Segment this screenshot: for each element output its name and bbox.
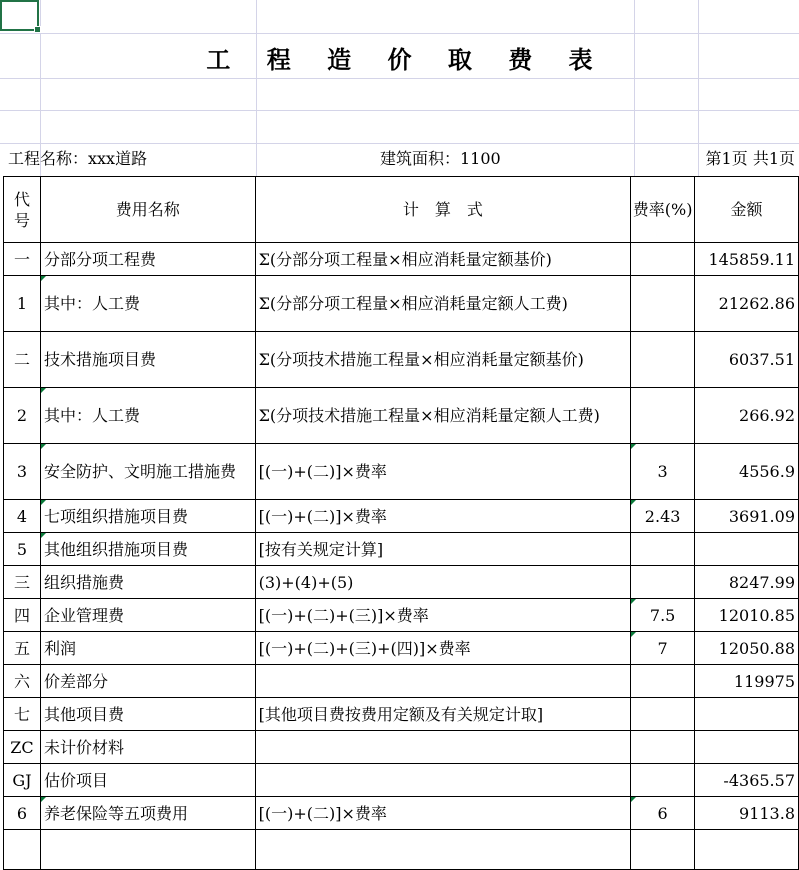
row-rate-cell[interactable] [631,764,695,797]
row-name-cell[interactable]: 利润 [40,632,255,665]
row-rate-cell[interactable] [631,388,695,444]
row-rate-cell[interactable]: 7 [631,632,695,665]
row-formula-cell[interactable]: [按有关规定计算] [255,533,631,566]
row-rate-cell[interactable] [631,566,695,599]
row-amount-cell[interactable] [695,731,799,764]
row-rate-cell[interactable] [631,243,695,276]
table-row [4,632,799,665]
row-name-cell[interactable]: 其中：人工费 [40,388,255,444]
row-code-cell[interactable]: 四 [4,599,41,632]
header-formula[interactable]: 计 算 式 [255,177,631,243]
row-amount-cell[interactable]: 4556.9 [695,444,799,500]
row-name-cell[interactable]: 分部分项工程费 [40,243,255,276]
row-formula-cell[interactable]: Σ(分项技术措施工程量×相应消耗量定额人工费) [255,388,631,444]
gridline-h [0,33,799,34]
row-amount-cell[interactable] [695,830,799,870]
row-amount-cell[interactable]: 8247.99 [695,566,799,599]
table-row [4,444,799,500]
row-amount-cell[interactable]: 266.92 [695,388,799,444]
row-code-cell[interactable] [4,830,41,870]
fee-table [3,176,799,870]
row-name-cell[interactable] [40,830,255,870]
building-area-label: 建筑面积：1100 [380,149,501,168]
table-row [4,533,799,566]
row-rate-cell[interactable]: 6 [631,797,695,830]
row-code-cell[interactable]: 七 [4,698,41,731]
row-name-cell[interactable]: 其他项目费 [40,698,255,731]
row-code-cell[interactable]: 3 [4,444,41,500]
row-code-cell[interactable]: ZC [4,731,41,764]
gridline-v [698,0,699,176]
header-row [4,177,799,243]
row-code-cell[interactable]: 二 [4,332,41,388]
row-code-cell[interactable]: 2 [4,388,41,444]
row-amount-cell[interactable]: 21262.86 [695,276,799,332]
row-amount-cell[interactable]: 12010.85 [695,599,799,632]
table-row [4,500,799,533]
row-name-cell[interactable]: 组织措施费 [40,566,255,599]
row-name-cell[interactable]: 未计价材料 [40,731,255,764]
row-amount-cell[interactable]: 9113.8 [695,797,799,830]
header-code[interactable]: 代号 [4,177,41,243]
row-name-cell[interactable]: 价差部分 [40,665,255,698]
row-rate-cell[interactable] [631,830,695,870]
page-indicator: 第1页 共1页 [705,149,795,168]
table-row [4,830,799,870]
header-fee-name[interactable]: 费用名称 [40,177,255,243]
row-rate-cell[interactable]: 3 [631,444,695,500]
row-code-cell[interactable]: 4 [4,500,41,533]
gridline-h [0,143,799,144]
row-name-cell[interactable]: 安全防护、文明施工措施费 [40,444,255,500]
header-amount[interactable]: 金额 [695,177,799,243]
gridline-v [256,0,257,176]
table-row [4,731,799,764]
row-rate-cell[interactable] [631,276,695,332]
row-rate-cell[interactable]: 7.5 [631,599,695,632]
row-formula-cell[interactable]: [(一)+(二)+(三)+(四)]×费率 [255,632,631,665]
table-row [4,388,799,444]
row-formula-cell[interactable]: [(一)+(二)]×费率 [255,797,631,830]
row-rate-cell[interactable]: 2.43 [631,500,695,533]
table-row [4,698,799,731]
sheet-title: 工 程 造 价 取 费 表 [206,46,607,74]
table-row [4,566,799,599]
row-formula-cell[interactable]: [(一)+(二)]×费率 [255,500,631,533]
row-code-cell[interactable]: 5 [4,533,41,566]
table-row [4,764,799,797]
row-formula-cell[interactable]: Σ(分部分项工程量×相应消耗量定额人工费) [255,276,631,332]
row-name-cell[interactable]: 养老保险等五项费用 [40,797,255,830]
project-name-label: 工程名称：xxx道路 [8,149,148,168]
gridline-h [0,110,799,111]
row-formula-cell[interactable] [255,764,631,797]
row-name-cell[interactable]: 企业管理费 [40,599,255,632]
table-row [4,276,799,332]
fill-handle[interactable] [34,26,41,33]
row-rate-cell[interactable] [631,332,695,388]
row-name-cell[interactable]: 技术措施项目费 [40,332,255,388]
row-formula-cell[interactable] [255,830,631,870]
row-rate-cell[interactable] [631,533,695,566]
row-formula-cell[interactable] [255,665,631,698]
row-formula-cell[interactable]: Σ(分项技术措施工程量×相应消耗量定额基价) [255,332,631,388]
selected-cell-a1[interactable] [0,0,39,31]
row-name-cell[interactable]: 七项组织措施项目费 [40,500,255,533]
table-row [4,332,799,388]
row-amount-cell[interactable]: 145859.11 [695,243,799,276]
row-code-cell[interactable]: 6 [4,797,41,830]
row-amount-cell[interactable] [695,698,799,731]
row-rate-cell[interactable] [631,731,695,764]
row-amount-cell[interactable]: 3691.09 [695,500,799,533]
row-amount-cell[interactable] [695,533,799,566]
gridline-h [0,78,799,79]
row-amount-cell[interactable]: -4365.57 [695,764,799,797]
table-row [4,665,799,698]
row-formula-cell[interactable] [255,731,631,764]
row-rate-cell[interactable] [631,665,695,698]
row-code-cell[interactable]: 六 [4,665,41,698]
row-formula-cell[interactable]: [(一)+(二)]×费率 [255,444,631,500]
row-code-cell[interactable]: 五 [4,632,41,665]
row-formula-cell[interactable]: Σ(分部分项工程量×相应消耗量定额基价) [255,243,631,276]
row-amount-cell[interactable]: 12050.88 [695,632,799,665]
row-code-cell[interactable]: 1 [4,276,41,332]
row-amount-cell[interactable]: 6037.51 [695,332,799,388]
table-row [4,243,799,276]
row-formula-cell[interactable]: [(一)+(二)+(三)]×费率 [255,599,631,632]
row-formula-cell[interactable]: (3)+(4)+(5) [255,566,631,599]
row-name-cell[interactable]: 估价项目 [40,764,255,797]
header-rate[interactable]: 费率(%) [631,177,695,243]
row-code-cell[interactable]: GJ [4,764,41,797]
row-rate-cell[interactable] [631,698,695,731]
row-code-cell[interactable]: 一 [4,243,41,276]
gridline-v [634,0,635,176]
row-name-cell[interactable]: 其他组织措施项目费 [40,533,255,566]
row-code-cell[interactable]: 三 [4,566,41,599]
table-row [4,599,799,632]
row-name-cell[interactable]: 其中：人工费 [40,276,255,332]
row-amount-cell[interactable]: 119975 [695,665,799,698]
row-formula-cell[interactable]: [其他项目费按费用定额及有关规定计取] [255,698,631,731]
table-row [4,797,799,830]
